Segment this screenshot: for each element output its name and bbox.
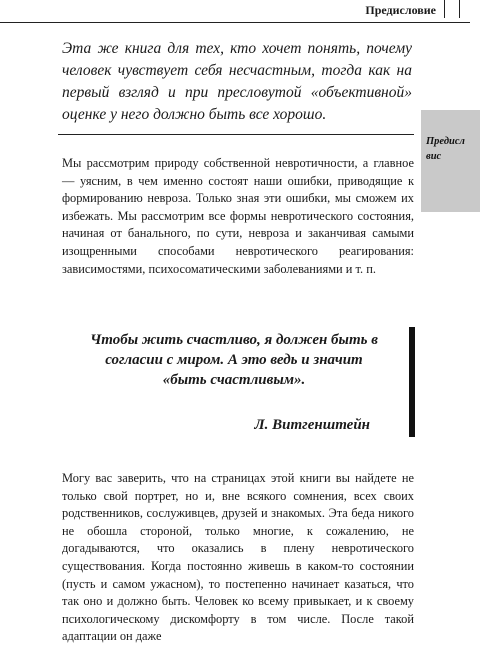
epigraph: Эта же книга для тех, кто хочет понять, почему человек чувствует себя несчастным, тогда как на первый взгляд и при пресловутой «объективной» оценке у него должно быть все хорошо. (62, 40, 412, 123)
running-head-title: Предисловие (365, 3, 436, 17)
epigraph-divider (58, 134, 414, 135)
quote-author: Л. Витгенштейн (254, 417, 370, 433)
page-corner-mark (444, 0, 460, 18)
chapter-side-tab-label: Предисл вис (426, 136, 465, 162)
paragraph-2: Могу вас заверить, что на страницах этой книги вы найдете не только свой портрет, но и, вне всякого сомнения, всех своих родственников, сослуживцев, друзей и знакомых. Эта беда никого не обошла стороной, только многие, к сожалению, не догадываются, что оказались в плену невротического существования. Когда постоянно живешь в каком-то состоянии (пусть и самом ужасном), то постепенно начинает казаться, что так оно и должно быть. Человек ко всему привыкает, и к своему психологическому дискомфорту в том числе. После такой адаптации он даже (62, 471, 414, 644)
paragraph-1: Мы рассмотрим природу собственной невротичности, а главное — уясним, в чем именно состоят наши ошибки, приводящие к формированию невроза. Только зная эти ошибки, мы сможем их избежать. Мы рассмотрим все формы невротического состояния, начиная от банального, по сути, невроза и заканчивая самыми изощренными способами невротического реагирования: зависимостями, психосоматическими заболеваниями и т. п. (62, 156, 414, 276)
quote-side-bar (409, 327, 415, 437)
quote-text: Чтобы жить счастливо, я должен быть в согласии с миром. А это ведь и значит «быть счастливым». (90, 332, 378, 388)
chapter-side-tab (421, 110, 480, 212)
running-head (0, 0, 470, 23)
